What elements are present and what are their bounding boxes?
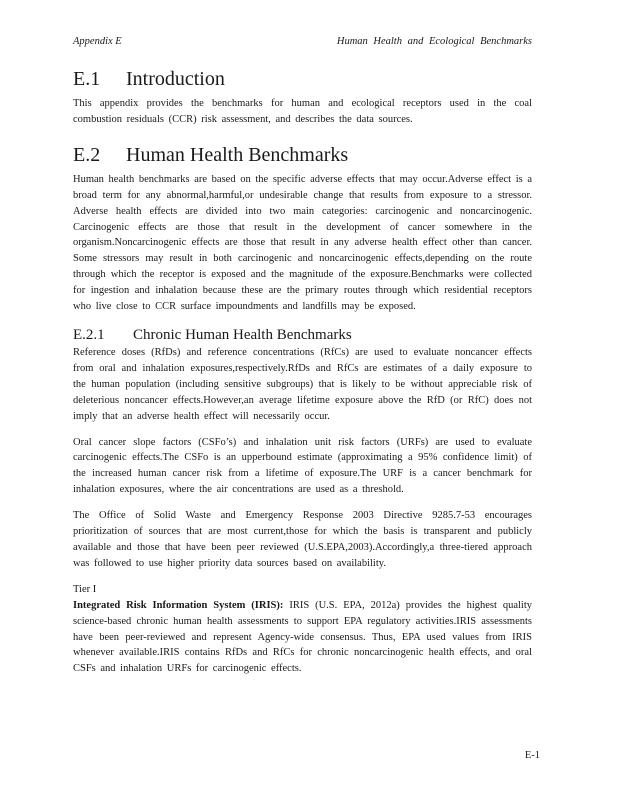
section-number: E.1 [73,68,101,90]
section-number: E.2 [73,143,101,166]
section-title: Introduction [126,68,225,90]
subsection-heading-e21 [73,325,532,345]
directive-paragraph: The Office of Solid Waste and Emergency Response 2003 Directive 9285.7-53 encourages prioritization of sources that are most current,those for which the basis is transparent and publicly available and those that have been peer reviewed (U.S.EPA,2003).Accordingly,a three-tiered approach was followed to use higher priority data sources based on availability. [73,510,532,569]
main-content [73,66,532,677]
page-number: E-1 [524,750,540,761]
tier-label: Tier I [73,583,97,595]
section-heading-e2 [73,142,532,168]
iris-description: IRIS (U.S. EPA, 2012a) provides the highest quality science-based chronic human health assessments to support EPA regulatory activities.IRIS assessments have been peer-reviewed and represent Agency-wide consensus. Thus, EPA used values from IRIS whenever available.IRIS contains RfDs and RfCs for chronic noncarcinogenic health effects, and oral CSFs and inhalation URFs for carcinogenic effects. [73,599,533,675]
subsection-title: Chronic Human Health Benchmarks [133,326,352,343]
header-appendix-label: Appendix E [73,36,122,47]
rfd-paragraph: Reference doses (RfDs) and reference concentrations (RfCs) are used to evaluate noncancer effects from oral and inhalation exposures,respectively.RfDs and RfCs are estimates of a daily exposure to the human population (including sensitive subgroups) that is likely to be without appreciable risk of deleterious noncancer effects.However,an average lifetime exposure above the RfD (or RfC) does not imply that an adverse health effect will necessarily occur. [73,346,532,422]
human-health-paragraph: Human health benchmarks are based on the specific adverse effects that may occur.Adverse effect is a broad term for any abnormal,harmful,or undesirable change that results from exposure to a stressor. Adverse health effects are divided into two main categories: carcinogenic and noncarcinogenic. Carcinogenic effects are those that result in the development of cancer somewhere in the organism.Noncarcinogenic effects are those that result in any adverse health effect other than cancer. Some stressors may result in both carcinogenic and noncarcinogenic effects,depending on the route through which the receptor is exposed and the magnitude of the exposure.Benchmarks were collected for ingestion and inhalation because these are the primary routes through which residential receptors who live close to CCR surface impoundments and landfills may be exposed. [73,173,532,313]
subsection-number: E.2.1 [73,326,105,343]
section-title: Human Health Benchmarks [126,143,349,166]
iris-term: Integrated Risk Information System (IRIS): [73,599,284,611]
section-heading-e1 [73,66,532,92]
intro-paragraph: This appendix provides the benchmarks for human and ecological receptors used in the coal combustion residuals (CCR) risk assessment, and describes the data sources. [73,98,532,125]
header-chapter-title: Human Health and Ecological Benchmarks [336,36,532,47]
iris-paragraph [73,598,532,678]
csf-paragraph: Oral cancer slope factors (CSFo’s) and inhalation unit risk factors (URFs) are used to evaluate carcinogenic effects.The CSFo is an upperbound estimate (approximating a 95% confidence limit) of the increased human cancer risk from a lifetime of exposure.The URF is a cancer benchmark for inhalation exposures, where the air concentrations are used as a threshold. [73,436,532,496]
